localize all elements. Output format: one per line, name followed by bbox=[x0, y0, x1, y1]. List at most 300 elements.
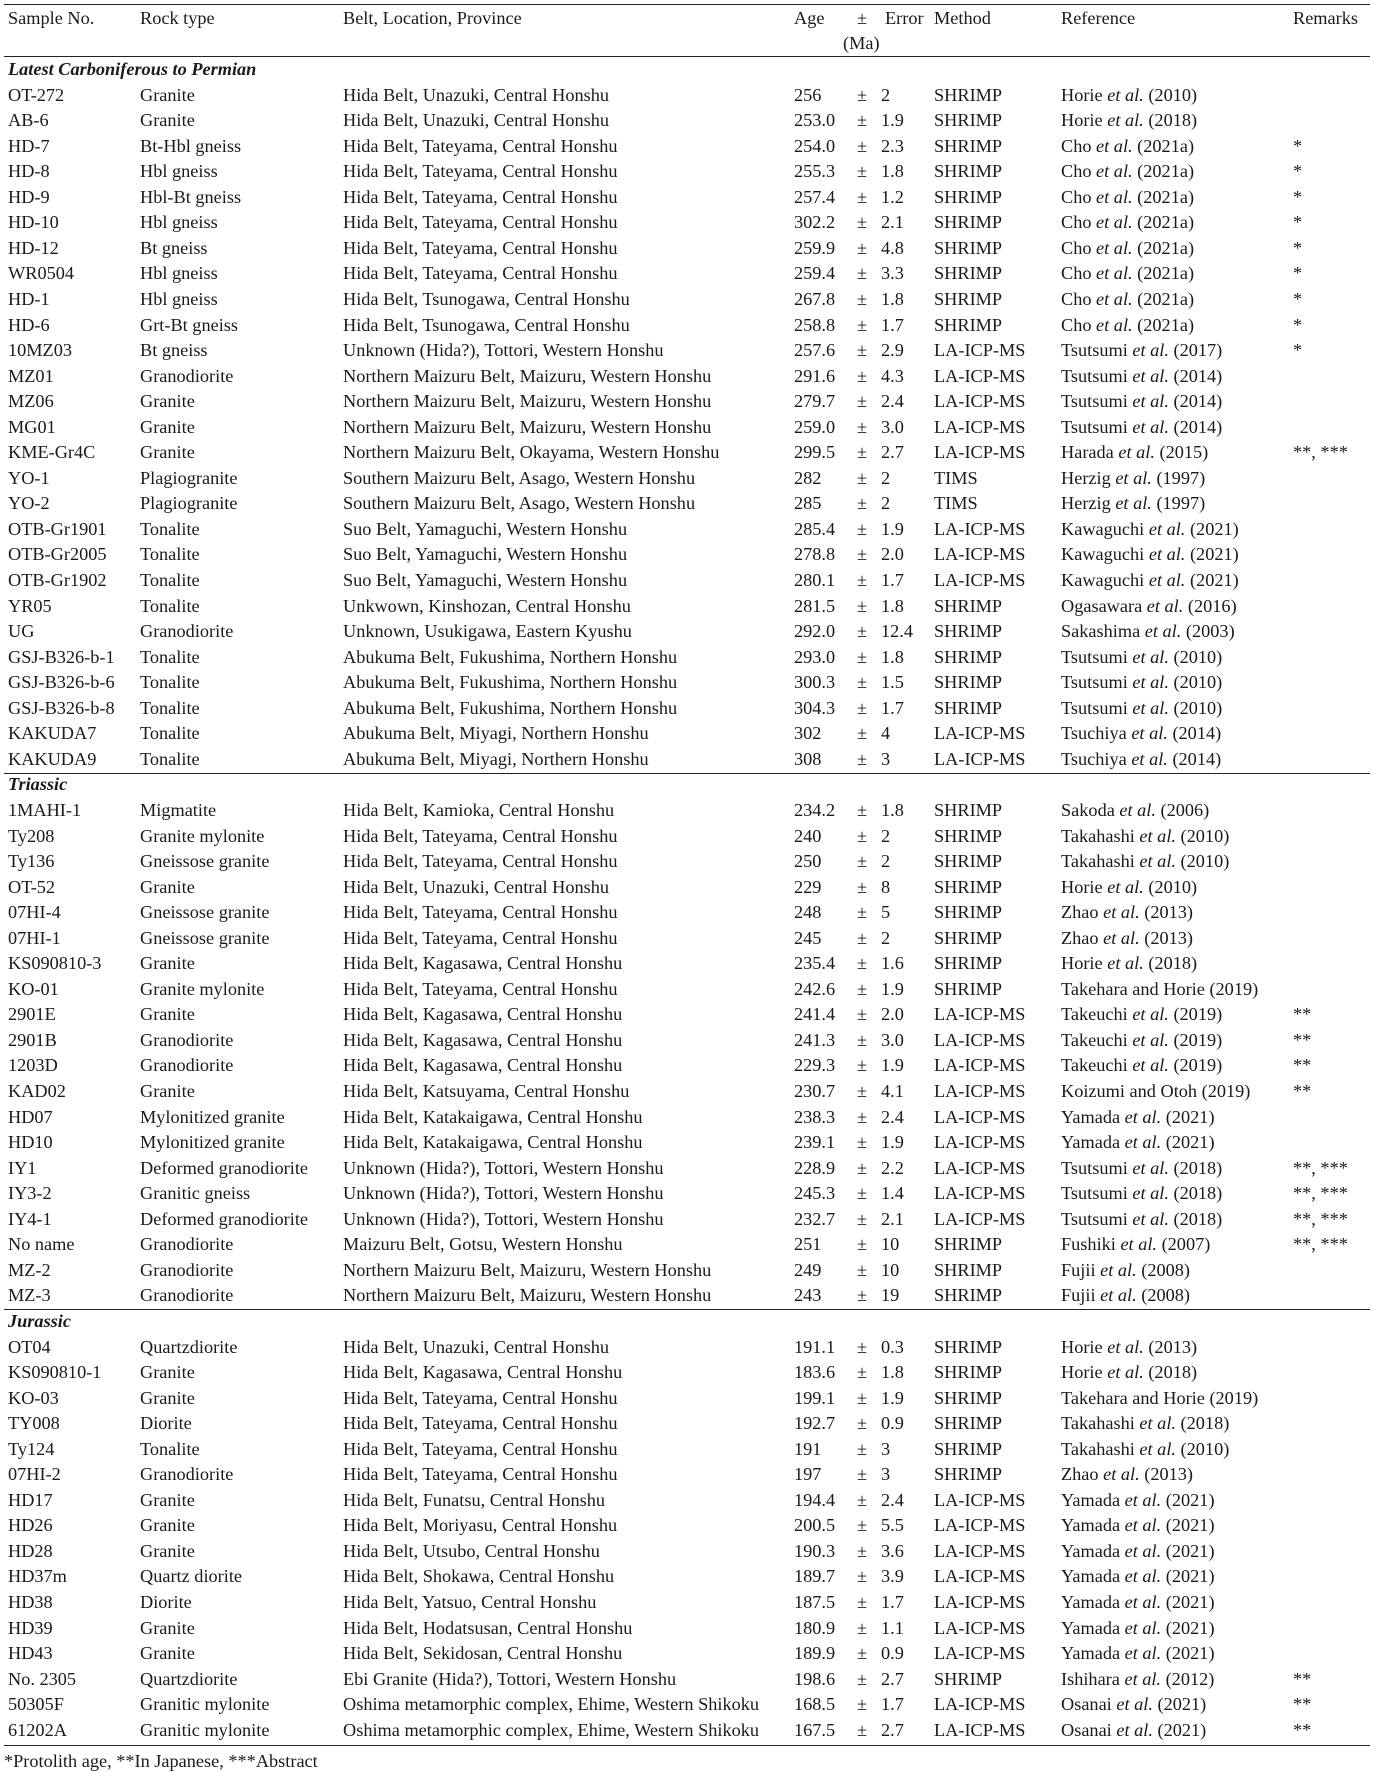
reference-et-al: et al. bbox=[1132, 1029, 1169, 1050]
reference-year: (2013) bbox=[1143, 1336, 1198, 1357]
location-cell: Hida Belt, Kagasawa, Central Honshu bbox=[343, 1362, 623, 1383]
reference-year: (1997) bbox=[1151, 493, 1206, 514]
rock-type-cell: Deformed granodiorite bbox=[140, 1208, 309, 1229]
sample-cell: HD-6 bbox=[8, 314, 50, 335]
reference-author: Horie bbox=[1061, 876, 1108, 897]
rock-type-cell: Granite bbox=[140, 1004, 195, 1025]
table-row bbox=[4, 1002, 1370, 1028]
rock-type-cell: Hbl gneiss bbox=[140, 288, 218, 309]
table-row bbox=[4, 1564, 1370, 1590]
reference-author: Yamada bbox=[1061, 1566, 1125, 1587]
rock-type-cell: Migmatite bbox=[140, 799, 217, 820]
error-cell: 10 bbox=[881, 1259, 900, 1280]
remarks-cell: ** bbox=[1293, 1029, 1312, 1050]
plus-minus-sign: ± bbox=[857, 1081, 868, 1101]
plus-minus-sign: ± bbox=[857, 851, 868, 872]
reference-author: Yamada bbox=[1061, 1617, 1125, 1638]
reference-author: Takehara and Horie (2019) bbox=[1061, 1387, 1259, 1408]
remarks-cell: * bbox=[1293, 212, 1303, 233]
sample-cell: KAD02 bbox=[8, 1081, 66, 1101]
rock-type-cell: Granite bbox=[140, 1515, 195, 1536]
reference-year: (2013) bbox=[1139, 902, 1194, 923]
age-cell: 187.5 bbox=[794, 1592, 836, 1612]
method-cell: SHRIMP bbox=[934, 799, 1003, 820]
reference-author: Tsutsumi bbox=[1061, 416, 1133, 437]
reference-year: (2008) bbox=[1136, 1259, 1190, 1280]
reference-author: Osanai bbox=[1061, 1719, 1117, 1740]
plus-minus-sign: ± bbox=[857, 1336, 868, 1357]
sample-cell: AB-6 bbox=[8, 110, 49, 131]
reference-et-al: et al. bbox=[1100, 1259, 1137, 1280]
reference-author: Ogasawara bbox=[1061, 595, 1147, 616]
reference-et-al: et al. bbox=[1132, 365, 1169, 386]
error-cell: 2 bbox=[881, 851, 891, 872]
reference-cell bbox=[1061, 1156, 1222, 1182]
rock-type-cell: Granite bbox=[140, 953, 195, 974]
remarks-cell: ** bbox=[1293, 1081, 1312, 1101]
plus-minus-sign: ± bbox=[857, 186, 868, 207]
sample-cell: HD-8 bbox=[8, 161, 50, 182]
table-row bbox=[4, 1513, 1370, 1539]
reference-year: (2013) bbox=[1139, 927, 1194, 948]
table-row bbox=[4, 900, 1370, 926]
rock-type-cell: Quartzdiorite bbox=[140, 1668, 238, 1689]
plus-minus-sign: ± bbox=[857, 1106, 868, 1127]
reference-cell bbox=[1061, 951, 1197, 977]
plus-minus-sign: ± bbox=[857, 1132, 868, 1153]
age-cell: 245 bbox=[794, 927, 822, 948]
reference-cell bbox=[1061, 440, 1208, 466]
remarks-cell: ** bbox=[1293, 1004, 1312, 1025]
section-title: Triassic bbox=[8, 774, 68, 795]
reference-year: (2021) bbox=[1161, 1617, 1215, 1638]
reference-year: (2018) bbox=[1168, 1208, 1223, 1229]
sample-cell: No. 2305 bbox=[8, 1668, 77, 1689]
rock-type-cell: Granodiorite bbox=[140, 621, 234, 642]
reference-author: Koizumi and Otoh (2019) bbox=[1061, 1081, 1251, 1101]
error-cell: 5 bbox=[881, 902, 891, 923]
reference-year: (2019) bbox=[1168, 1004, 1223, 1025]
error-cell: 3.0 bbox=[881, 416, 904, 437]
sample-cell: GSJ-B326-b-1 bbox=[8, 646, 115, 667]
table-row bbox=[4, 1667, 1370, 1693]
age-cell: 180.9 bbox=[794, 1617, 836, 1638]
age-cell: 249 bbox=[794, 1259, 822, 1280]
error-cell: 1.8 bbox=[881, 1362, 904, 1383]
age-cell: 304.3 bbox=[794, 697, 836, 718]
rock-type-cell: Diorite bbox=[140, 1413, 192, 1434]
reference-cell bbox=[1061, 338, 1222, 364]
age-cell: 191.1 bbox=[794, 1336, 836, 1357]
age-cell: 255.3 bbox=[794, 161, 836, 182]
age-cell: 292.0 bbox=[794, 621, 836, 642]
reference-cell bbox=[1061, 415, 1222, 441]
location-cell: Suo Belt, Yamaguchi, Western Honshu bbox=[343, 518, 628, 539]
remarks-cell: * bbox=[1293, 135, 1303, 156]
reference-cell bbox=[1061, 1335, 1197, 1361]
reference-cell bbox=[1061, 670, 1222, 696]
error-cell: 8 bbox=[881, 876, 891, 897]
reference-year: (2010) bbox=[1143, 84, 1198, 105]
reference-year: (2015) bbox=[1154, 442, 1209, 463]
reference-year: (2014) bbox=[1168, 416, 1223, 437]
reference-cell bbox=[1061, 1258, 1190, 1284]
location-cell: Unknown (Hida?), Tottori, Western Honshu bbox=[343, 1208, 664, 1229]
plus-minus-sign: ± bbox=[857, 1438, 868, 1459]
header-row bbox=[4, 6, 1370, 32]
rock-type-cell: Granite mylonite bbox=[140, 825, 265, 846]
reference-et-al: et al. bbox=[1096, 288, 1133, 309]
reference-author: Takahashi bbox=[1061, 825, 1140, 846]
reference-cell bbox=[1061, 824, 1229, 850]
age-cell: 198.6 bbox=[794, 1668, 836, 1689]
reference-cell bbox=[1061, 1616, 1215, 1642]
sample-cell: MG01 bbox=[8, 416, 56, 437]
remarks-cell: ** bbox=[1293, 1055, 1312, 1076]
reference-author: Tsutsumi bbox=[1061, 646, 1133, 667]
remarks-cell: **, *** bbox=[1293, 1208, 1348, 1229]
reference-year: (2010) bbox=[1175, 825, 1230, 846]
error-cell: 1.9 bbox=[881, 1387, 904, 1408]
sample-cell: YO-2 bbox=[8, 493, 50, 514]
age-cell: 254.0 bbox=[794, 135, 836, 156]
table-row bbox=[4, 210, 1370, 236]
reference-cell bbox=[1061, 491, 1205, 517]
reference-cell bbox=[1061, 1462, 1193, 1488]
method-cell: SHRIMP bbox=[934, 1362, 1003, 1383]
reference-et-al: et al. bbox=[1103, 1464, 1140, 1485]
header-location: Belt, Location, Province bbox=[343, 8, 522, 28]
location-cell: Abukuma Belt, Miyagi, Northern Honshu bbox=[343, 723, 649, 744]
reference-et-al: et al. bbox=[1096, 314, 1133, 335]
method-cell: SHRIMP bbox=[934, 135, 1003, 156]
rock-type-cell: Gneissose granite bbox=[140, 902, 270, 923]
plus-minus-sign: ± bbox=[857, 1464, 868, 1485]
reference-cell bbox=[1061, 926, 1193, 952]
table-row bbox=[4, 338, 1370, 364]
reference-cell bbox=[1061, 849, 1229, 875]
age-cell: 194.4 bbox=[794, 1489, 836, 1510]
reference-cell bbox=[1061, 1437, 1229, 1463]
method-cell: TIMS bbox=[934, 493, 978, 514]
age-cell: 189.7 bbox=[794, 1566, 836, 1587]
error-cell: 0.9 bbox=[881, 1643, 904, 1664]
method-cell: SHRIMP bbox=[934, 978, 1003, 999]
reference-year: (1997) bbox=[1151, 467, 1206, 488]
reference-year: (2021) bbox=[1185, 518, 1239, 539]
section-title: Jurassic bbox=[8, 1310, 71, 1331]
reference-year: (2021a) bbox=[1132, 288, 1195, 309]
rock-type-cell: Granodiorite bbox=[140, 1234, 234, 1255]
reference-cell bbox=[1061, 542, 1239, 568]
reference-year: (2021a) bbox=[1132, 263, 1195, 284]
plus-minus-sign: ± bbox=[857, 365, 868, 386]
error-cell: 2 bbox=[881, 493, 891, 514]
age-cell: 250 bbox=[794, 851, 822, 872]
error-cell: 3 bbox=[881, 1438, 891, 1459]
plus-minus-sign: ± bbox=[857, 1566, 868, 1587]
table-row bbox=[4, 1232, 1370, 1258]
plus-minus-sign: ± bbox=[857, 110, 868, 131]
reference-et-al: et al. bbox=[1120, 1234, 1157, 1255]
plus-minus-sign: ± bbox=[857, 902, 868, 923]
sample-cell: 07HI-1 bbox=[8, 927, 61, 948]
sample-cell: HD-10 bbox=[8, 212, 59, 233]
location-cell: Hida Belt, Katsuyama, Central Honshu bbox=[343, 1081, 630, 1101]
error-cell: 4 bbox=[881, 723, 891, 744]
age-cell: 253.0 bbox=[794, 110, 836, 131]
age-cell: 285 bbox=[794, 493, 822, 514]
reference-year: (2018) bbox=[1143, 1362, 1198, 1383]
sample-cell: 07HI-4 bbox=[8, 902, 61, 923]
table-row bbox=[4, 721, 1370, 747]
age-cell: 183.6 bbox=[794, 1362, 836, 1383]
reference-et-al: et al. bbox=[1116, 1719, 1153, 1740]
location-cell: Northern Maizuru Belt, Maizuru, Western Honshu bbox=[343, 1285, 712, 1306]
location-cell: Abukuma Belt, Fukushima, Northern Honshu bbox=[343, 697, 678, 718]
reference-author: Harada bbox=[1061, 442, 1119, 463]
reference-et-al: et al. bbox=[1107, 953, 1144, 974]
method-cell: LA-ICP-MS bbox=[934, 1183, 1026, 1204]
plus-minus-sign: ± bbox=[857, 1183, 868, 1204]
location-cell: Oshima metamorphic complex, Ehime, Western Shikoku bbox=[343, 1719, 760, 1740]
method-cell: LA-ICP-MS bbox=[934, 1081, 1026, 1101]
rock-type-cell: Hbl gneiss bbox=[140, 263, 218, 284]
table-row bbox=[4, 236, 1370, 262]
header-reference: Reference bbox=[1061, 8, 1136, 28]
sample-cell: 10MZ03 bbox=[8, 340, 72, 361]
age-cell: 234.2 bbox=[794, 799, 836, 820]
table-row bbox=[4, 1079, 1370, 1105]
error-cell: 2 bbox=[881, 467, 891, 488]
error-cell: 1.7 bbox=[881, 1694, 904, 1715]
remarks-cell: * bbox=[1293, 340, 1303, 361]
reference-year: (2016) bbox=[1183, 595, 1237, 616]
reference-author: Zhao bbox=[1061, 927, 1104, 948]
error-cell: 2 bbox=[881, 825, 891, 846]
table-row bbox=[4, 134, 1370, 160]
plus-minus-sign: ± bbox=[857, 212, 868, 233]
sample-cell: HD26 bbox=[8, 1515, 53, 1536]
location-cell: Hida Belt, Kamioka, Central Honshu bbox=[343, 799, 615, 820]
reference-year: (2019) bbox=[1168, 1055, 1223, 1076]
plus-minus-sign: ± bbox=[857, 1719, 868, 1740]
plus-minus-sign: ± bbox=[857, 748, 868, 769]
age-cell: 191 bbox=[794, 1438, 822, 1459]
header-rock-type: Rock type bbox=[140, 8, 215, 28]
reference-year: (2018) bbox=[1168, 1157, 1223, 1178]
sample-cell: OTB-Gr1901 bbox=[8, 518, 107, 539]
sample-cell: OT-52 bbox=[8, 876, 56, 897]
reference-et-al: et al. bbox=[1132, 1055, 1169, 1076]
reference-cell bbox=[1061, 1641, 1215, 1667]
table-row bbox=[4, 1156, 1370, 1182]
error-cell: 1.9 bbox=[881, 110, 904, 131]
reference-et-al: et al. bbox=[1132, 1004, 1169, 1025]
plus-minus-sign: ± bbox=[857, 1259, 868, 1280]
location-cell: Hida Belt, Tateyama, Central Honshu bbox=[343, 1464, 618, 1485]
reference-et-al: et al. bbox=[1100, 1285, 1137, 1306]
reference-author: Cho bbox=[1061, 212, 1097, 233]
reference-author: Tsutsumi bbox=[1061, 697, 1133, 718]
remarks-cell: * bbox=[1293, 314, 1303, 335]
reference-year: (2021a) bbox=[1132, 186, 1195, 207]
sample-cell: OT-272 bbox=[8, 84, 65, 105]
table-row bbox=[4, 1181, 1370, 1207]
plus-minus-sign: ± bbox=[857, 135, 868, 156]
method-cell: SHRIMP bbox=[934, 1668, 1003, 1689]
error-cell: 0.3 bbox=[881, 1336, 904, 1357]
reference-cell bbox=[1061, 594, 1237, 620]
error-cell: 4.3 bbox=[881, 365, 904, 386]
footnote: *Protolith age, **In Japanese, ***Abstract bbox=[4, 1751, 318, 1772]
reference-et-al: et al. bbox=[1107, 876, 1144, 897]
reference-cell bbox=[1061, 1539, 1215, 1565]
location-cell: Hida Belt, Tsunogawa, Central Honshu bbox=[343, 288, 630, 309]
location-cell: Northern Maizuru Belt, Maizuru, Western Honshu bbox=[343, 365, 712, 386]
rock-type-cell: Tonalite bbox=[140, 748, 200, 769]
location-cell: Northern Maizuru Belt, Maizuru, Western Honshu bbox=[343, 1259, 712, 1280]
rock-type-cell: Bt-Hbl gneiss bbox=[140, 135, 242, 156]
sample-cell: HD-9 bbox=[8, 186, 50, 207]
reference-author: Cho bbox=[1061, 288, 1097, 309]
reference-et-al: et al. bbox=[1119, 799, 1156, 820]
method-cell: SHRIMP bbox=[934, 1259, 1003, 1280]
reference-et-al: et al. bbox=[1124, 1540, 1162, 1561]
reference-et-al: et al. bbox=[1132, 416, 1169, 437]
reference-cell bbox=[1061, 1718, 1206, 1744]
reference-author: Sakoda bbox=[1061, 799, 1120, 820]
reference-author: Yamada bbox=[1061, 1132, 1125, 1153]
error-cell: 1.9 bbox=[881, 1055, 904, 1076]
method-cell: SHRIMP bbox=[934, 237, 1003, 258]
remarks-cell: * bbox=[1293, 263, 1303, 284]
location-cell: Unknown, Usukigawa, Eastern Kyushu bbox=[343, 621, 632, 642]
method-cell: SHRIMP bbox=[934, 825, 1003, 846]
header-plus-minus: ± bbox=[857, 8, 868, 28]
location-cell: Hida Belt, Tateyama, Central Honshu bbox=[343, 135, 618, 156]
reference-author: Cho bbox=[1061, 263, 1097, 284]
sample-cell: 1MAHI-1 bbox=[8, 799, 82, 820]
error-cell: 1.9 bbox=[881, 518, 904, 539]
sample-cell: HD07 bbox=[8, 1106, 53, 1127]
location-cell: Unknown (Hida?), Tottori, Western Honshu bbox=[343, 1157, 664, 1178]
header-unit-row bbox=[4, 31, 1370, 57]
age-cell: 256 bbox=[794, 84, 822, 105]
rock-type-cell: Granite bbox=[140, 110, 195, 131]
reference-author: Cho bbox=[1061, 186, 1097, 207]
error-cell: 1.2 bbox=[881, 186, 904, 207]
age-cell: 248 bbox=[794, 902, 822, 923]
method-cell: LA-ICP-MS bbox=[934, 340, 1026, 361]
method-cell: LA-ICP-MS bbox=[934, 1157, 1026, 1178]
remarks-cell: **, *** bbox=[1293, 1157, 1348, 1178]
method-cell: LA-ICP-MS bbox=[934, 748, 1026, 769]
plus-minus-sign: ± bbox=[857, 237, 868, 258]
header-method: Method bbox=[934, 8, 991, 28]
error-cell: 1.8 bbox=[881, 595, 904, 616]
table-row bbox=[4, 1105, 1370, 1131]
table-row bbox=[4, 1437, 1370, 1463]
table-row bbox=[4, 1692, 1370, 1718]
age-cell: 239.1 bbox=[794, 1132, 836, 1153]
method-cell: SHRIMP bbox=[934, 595, 1003, 616]
section-heading bbox=[4, 1309, 1370, 1335]
table-row bbox=[4, 824, 1370, 850]
table-row bbox=[4, 951, 1370, 977]
error-cell: 1.5 bbox=[881, 672, 904, 693]
reference-year: (2018) bbox=[1143, 110, 1198, 131]
error-cell: 2.9 bbox=[881, 340, 904, 361]
plus-minus-sign: ± bbox=[857, 953, 868, 974]
error-cell: 1.9 bbox=[881, 1132, 904, 1153]
location-cell: Hida Belt, Katakaigawa, Central Honshu bbox=[343, 1132, 643, 1153]
location-cell: Hida Belt, Tateyama, Central Honshu bbox=[343, 1438, 618, 1459]
table-row bbox=[4, 1207, 1370, 1233]
reference-cell bbox=[1061, 108, 1197, 134]
reference-et-al: et al. bbox=[1132, 672, 1169, 693]
plus-minus-sign: ± bbox=[857, 442, 868, 463]
top-rule bbox=[4, 4, 1370, 5]
reference-year: (2014) bbox=[1168, 365, 1223, 386]
plus-minus-sign: ± bbox=[857, 1055, 868, 1076]
reference-cell bbox=[1061, 798, 1209, 824]
reference-year: (2021) bbox=[1185, 544, 1239, 565]
sample-cell: KS090810-3 bbox=[8, 953, 102, 974]
method-cell: LA-ICP-MS bbox=[934, 1515, 1026, 1536]
method-cell: SHRIMP bbox=[934, 927, 1003, 948]
rock-type-cell: Granodiorite bbox=[140, 1259, 234, 1280]
reference-author: Osanai bbox=[1061, 1694, 1117, 1715]
reference-cell bbox=[1061, 1692, 1206, 1718]
reference-et-al: et al. bbox=[1115, 467, 1152, 488]
reference-et-al: et al. bbox=[1132, 1157, 1169, 1178]
reference-et-al: et al. bbox=[1096, 237, 1133, 258]
table-row bbox=[4, 108, 1370, 134]
rock-type-cell: Granite bbox=[140, 1540, 195, 1561]
reference-cell bbox=[1061, 210, 1194, 236]
method-cell: SHRIMP bbox=[934, 646, 1003, 667]
sample-cell: HD43 bbox=[8, 1643, 53, 1664]
location-cell: Hida Belt, Unazuki, Central Honshu bbox=[343, 84, 610, 105]
age-cell: 281.5 bbox=[794, 595, 836, 616]
plus-minus-sign: ± bbox=[857, 161, 868, 182]
reference-cell bbox=[1061, 134, 1194, 160]
method-cell: SHRIMP bbox=[934, 621, 1003, 642]
reference-year: (2003) bbox=[1181, 621, 1235, 642]
method-cell: LA-ICP-MS bbox=[934, 1694, 1026, 1715]
reference-cell bbox=[1061, 977, 1258, 1003]
reference-author: Fushiki bbox=[1061, 1234, 1121, 1255]
plus-minus-sign: ± bbox=[857, 697, 868, 718]
table-row bbox=[4, 926, 1370, 952]
error-cell: 2.4 bbox=[881, 391, 904, 412]
error-cell: 1.7 bbox=[881, 1592, 904, 1612]
reference-year: (2021a) bbox=[1132, 237, 1195, 258]
method-cell: SHRIMP bbox=[934, 212, 1003, 233]
age-cell: 232.7 bbox=[794, 1208, 836, 1229]
reference-cell bbox=[1061, 1079, 1250, 1105]
reference-et-al: et al. bbox=[1124, 1515, 1162, 1536]
age-cell: 300.3 bbox=[794, 672, 836, 693]
reference-year: (2021) bbox=[1161, 1643, 1215, 1664]
method-cell: SHRIMP bbox=[934, 1387, 1003, 1408]
location-cell: Unknown (Hida?), Tottori, Western Honshu bbox=[343, 1183, 664, 1204]
table-row bbox=[4, 1130, 1370, 1156]
table-row bbox=[4, 287, 1370, 313]
age-cell: 267.8 bbox=[794, 288, 836, 309]
remarks-cell: **, *** bbox=[1293, 1183, 1348, 1204]
